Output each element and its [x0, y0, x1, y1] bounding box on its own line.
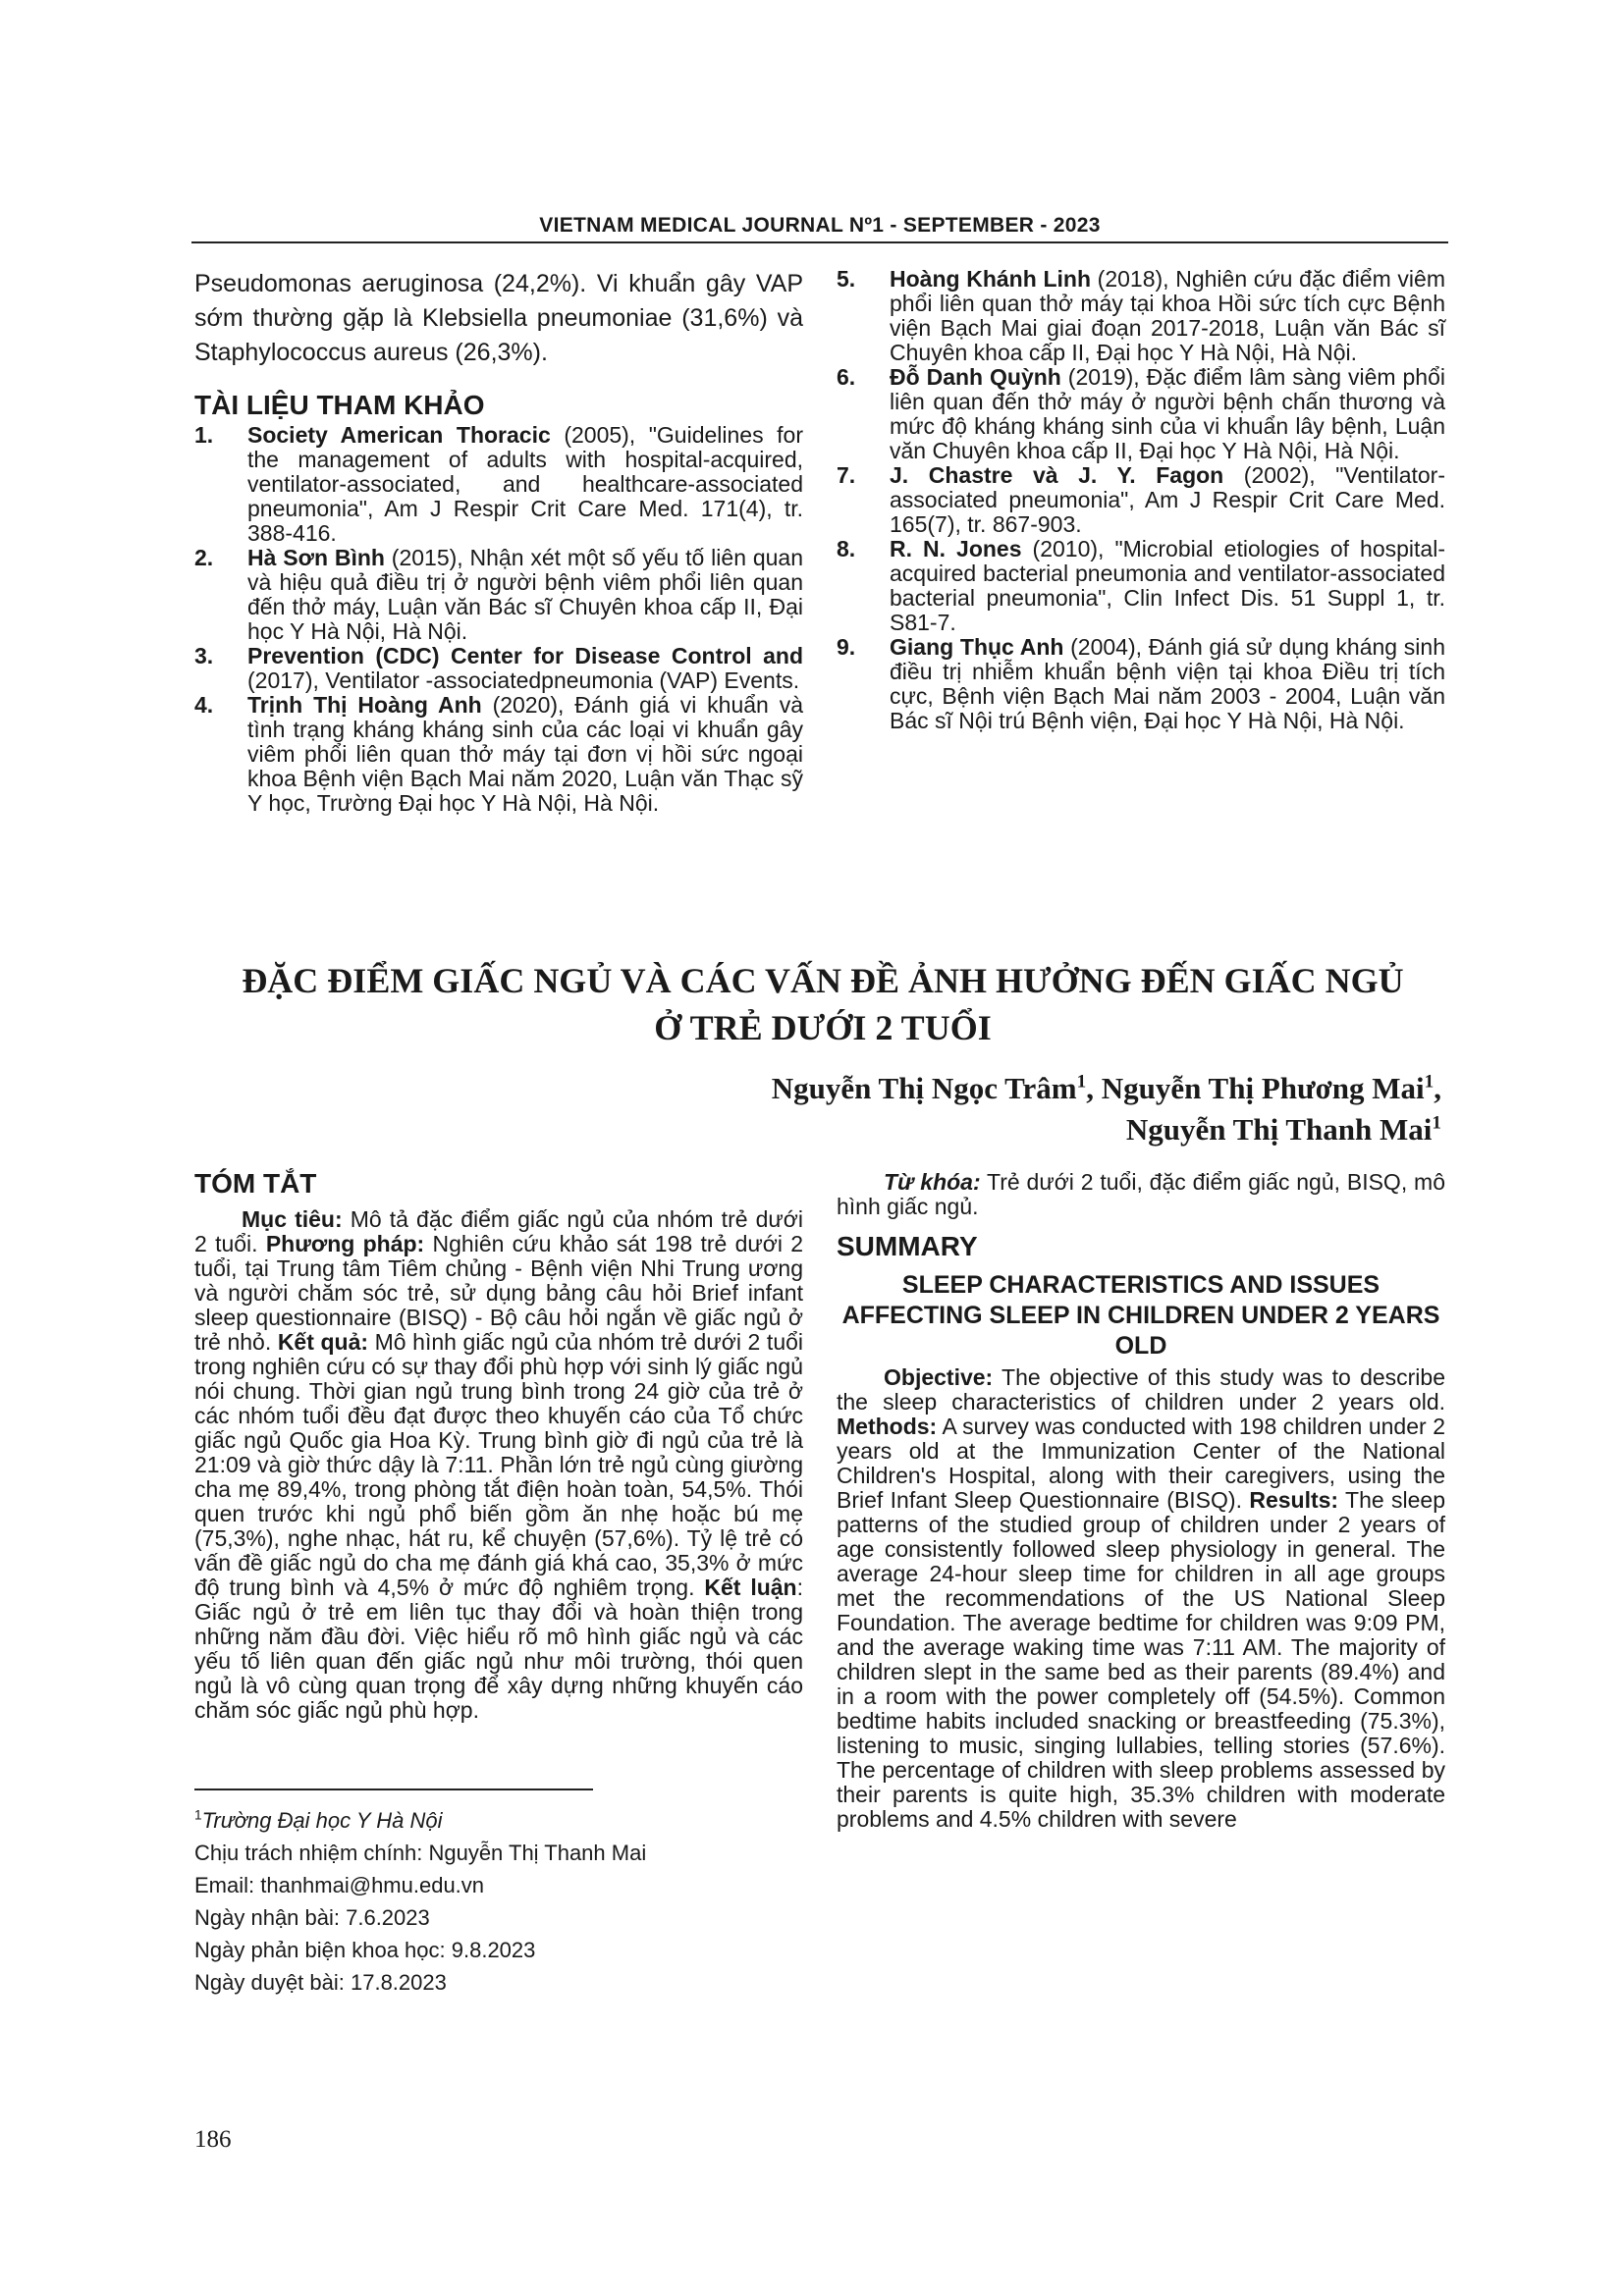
reference-author: J. Chastre và J. Y. Fagon — [890, 462, 1224, 488]
reference-number: 2. — [194, 545, 214, 570]
author-list: Nguyễn Thị Ngọc Trâm$^1$, Nguyễn Thị Phương Mai$^1$, Nguyễn Thị Thanh Mai$^1$ — [771, 1071, 1441, 1147]
article-title-line: ĐẶC ĐIỂM GIẤC NGỦ VÀ CÁC VẤN ĐỀ ẢNH HƯỞNG ĐẾN GIẤC NGỦ — [242, 961, 1404, 1000]
affiliation-mark: 1 — [194, 1807, 202, 1823]
objective-label: Mục tiêu: — [242, 1206, 343, 1232]
reference-number: 6. — [837, 364, 856, 390]
affiliation-footnote: $^1$Trường Đại học Y Hà Nội — [194, 1807, 443, 1833]
reference-author: Hà Sơn Bình — [247, 545, 385, 570]
reference-item — [837, 635, 1445, 733]
summary-heading: SUMMARY — [837, 1231, 978, 1261]
reference-number: 3. — [194, 643, 214, 668]
reference-item — [194, 546, 803, 644]
summary-column — [837, 1170, 1445, 1832]
reference-item — [194, 423, 803, 546]
reference-number: 7. — [837, 462, 856, 488]
reference-author: Hoàng Khánh Linh — [890, 266, 1091, 292]
reference-number: 5. — [837, 266, 856, 292]
page-number: 186 — [194, 2126, 232, 2153]
received-date: Ngày nhận bài: 7.6.2023 — [194, 1905, 430, 1930]
journal-header: VIETNAM MEDICAL JOURNAL Nº1 - SEPTEMBER - 2023 — [191, 214, 1448, 243]
reference-author: Prevention (CDC) Center for Disease Control and — [247, 643, 803, 668]
reference-number: 8. — [837, 536, 856, 561]
results-label: Kết quả: — [277, 1329, 369, 1355]
conclusion-label: Kết luận — [704, 1575, 797, 1600]
article-title — [194, 957, 1451, 1051]
abstract-heading: TÓM TẮT — [194, 1168, 317, 1199]
methods-label: Phương pháp: — [265, 1231, 425, 1256]
footnote-divider — [194, 1789, 593, 1790]
reference-item — [837, 365, 1445, 463]
contact-email: Email: thanhmai@hmu.edu.vn — [194, 1873, 485, 1897]
reference-text: (2019), Đặc điểm lâm sàng viêm phổi liên quan đến thở máy ở người bệnh chấn thương và mức độ kháng kháng sinh của vi khuẩn lây bệnh, Luận văn Chuyên khoa cấp II, Đại học Y Hà Nội, Hà Nội. — [890, 364, 1445, 463]
summary-title: SLEEP CHARACTERISTICS AND ISSUES AFFECTING SLEEP IN CHILDREN UNDER 2 YEARS OLD — [841, 1271, 1440, 1360]
reference-number: 4. — [194, 692, 214, 718]
affiliation-mark: 1 — [1076, 1071, 1087, 1093]
references-heading: TÀI LIỆU THAM KHẢO — [194, 390, 485, 420]
responsible-author: Chịu trách nhiệm chính: Nguyễn Thị Thanh Mai — [194, 1841, 647, 1865]
reference-author: Society American Thoracic — [247, 422, 551, 448]
prev-article-left-column — [194, 267, 803, 816]
article-title-line: Ở TRẺ DƯỚI 2 TUỔI — [654, 1008, 992, 1047]
author-name: Nguyễn Thị Thanh Mai — [1125, 1112, 1433, 1147]
reference-author: Trịnh Thị Hoàng Anh — [247, 692, 482, 718]
reference-author: Đỗ Danh Quỳnh — [890, 364, 1061, 390]
reference-text: (2015), Nhận xét một số yếu tố liên quan và hiệu quả điều trị ở người bệnh viêm phổi liên quan đến thở máy, Luận văn Bác sĩ Chuyên khoa cấp II, Đại học Y Hà Nội, Hà Nội. — [247, 545, 803, 644]
reference-author: Giang Thục Anh — [890, 634, 1064, 660]
prev-article-tail: Pseudomonas aeruginosa (24,2%). Vi khuẩn gây VAP sớm thường gặp là Klebsiella pneumoniae (31,6%) và Staphylococcus aureus (26,3%). — [194, 270, 803, 366]
objective-label: Objective: — [884, 1364, 994, 1390]
abstract-column — [194, 1168, 803, 1723]
reference-text: (2005), "Guidelines for the management of adults with hospital-acquired, ventilator-associated, and healthcare-associated pneumonia", Am J Respir Crit Care Med. 171(4), tr. 388-416. — [247, 422, 803, 546]
reference-item — [837, 267, 1445, 365]
reference-text: (2020), Đánh giá vi khuẩn và tình trạng kháng kháng sinh của các loại vi khuẩn gây viêm phổi liên quan thở máy tại đơn vị hồi sức ngoại khoa Bệnh viện Bạch Mai năm 2020, Luận văn Thạc sỹ Y học, Trường Đại học Y Hà Nội, Hà Nội. — [247, 692, 803, 816]
keywords: Từ khóa: Trẻ dưới 2 tuổi, đặc điểm giấc ngủ, BISQ, mô hình giấc ngủ. — [837, 1169, 1445, 1219]
reference-text: (2004), Đánh giá sử dụng kháng sinh điều trị nhiễm khuẩn bệnh viện tại khoa Điều trị tích cực, Bệnh viện Bạch Mai năm 2003 - 2004, Luận văn Bác sĩ Nội trú Bệnh viện, Đại học Y Hà Nội, Hà Nội. — [890, 634, 1445, 733]
reference-item — [837, 463, 1445, 537]
reference-text: (2002), "Ventilator-associated pneumonia", Am J Respir Crit Care Med. 165(7), tr. 867-903. — [890, 462, 1445, 537]
prev-article-right-column — [837, 267, 1445, 733]
author-name: Nguyễn Thị Phương Mai — [1101, 1071, 1425, 1105]
reference-number: 9. — [837, 634, 856, 660]
methods-label: Methods: — [837, 1414, 938, 1439]
reference-text: (2010), "Microbial etiologies of hospital-acquired bacterial pneumonia and ventilator-associated bacterial pneumonia", Clin Infect Dis. 51 Suppl 1, tr. S81-7. — [890, 536, 1445, 635]
keywords-label: Từ khóa: — [884, 1169, 981, 1195]
summary-body: Objective: The objective of this study was to describe the sleep characteristics of children under 2 years old. Methods: A survey was conducted with 198 children under 2 years old at the Immunization Center of the National Children's Hospital, along with their caregivers, using the Brief Infant Sleep Questionnaire (BISQ). Results: The sleep patterns of the studied group of children under 2 years of age consistently followed sleep physiology in general. The average 24-hour sleep time for children in all age groups met the recommendations of the US National Sleep Foundation. The average bedtime for children was 9:09 PM, and the average waking time was 7:11 AM. The majority of children slept in the same bed as their parents (89.4%) and in a room with the power completely off (54.5%). Common bedtime habits included snacking or breastfeeding (75.3%), listening to music, singing lullabies, telling stories (57.6%). The percentage of children with sleep problems assessed by their parents is quite high, 35.3% children with moderate problems and 4.5% children with severe — [837, 1364, 1445, 1832]
reference-number: 1. — [194, 422, 214, 448]
affiliation-mark: 1 — [1424, 1071, 1435, 1093]
reference-item — [194, 693, 803, 816]
review-date: Ngày phản biện khoa học: 9.8.2023 — [194, 1938, 536, 1962]
author-name: Nguyễn Thị Ngọc Trâm — [771, 1071, 1077, 1105]
reference-text: (2018), Nghiên cứu đặc điểm viêm phổi liên quan thở máy tại khoa Hồi sức tích cực Bệnh viện Bạch Mai giai đoạn 2017-2018, Luận văn Bác sĩ Chuyên khoa cấp II, Đại học Y Hà Nội, Hà Nội. — [890, 266, 1445, 365]
accepted-date: Ngày duyệt bài: 17.8.2023 — [194, 1970, 447, 1995]
abstract-body: Mục tiêu: Mô tả đặc điểm giấc ngủ của nhóm trẻ dưới 2 tuổi. Phương pháp: Nghiên cứu khảo sát 198 trẻ dưới 2 tuổi, tại Trung tâm Tiêm chủng - Bệnh viện Nhi Trung ương và người chăm sóc trẻ, sử dụng bảng câu hỏi Brief infant sleep questionnaire (BISQ) - Bộ câu hỏi ngắn về giấc ngủ ở trẻ nhỏ. Kết quả: Mô hình giấc ngủ của nhóm trẻ dưới 2 tuổi trong nghiên cứu có sự thay đổi phù hợp với sinh lý giấc ngủ nói chung. Thời gian ngủ trung bình trong 24 giờ của trẻ ở các nhóm tuổi đều đạt được theo khuyến cáo của Tổ chức giấc ngủ Quốc gia Hoa Kỳ. Trung bình giờ đi ngủ của trẻ là 21:09 và giờ thức dậy là 7:11. Phần lớn trẻ ngủ cùng giường cha mẹ 89,4%, trong phòng tắt điện hoàn toàn, 54,5%. Thói quen trước khi ngủ phổ biến gồm ăn nhẹ hoặc bú mẹ (75,3%), nghe nhạc, hát ru, kể chuyện (57,6%). Tỷ lệ trẻ có vấn đề giấc ngủ do cha mẹ đánh giá khá cao, 35,3% ở mức độ trung bình và 4,5% ở mức độ nghiêm trọng. Kết luận: Giấc ngủ ở trẻ em liên tục thay đổi và hoàn thiện trong những năm đầu đời. Việc hiểu rõ mô hình giấc ngủ và các yếu tố liên quan đến giấc ngủ như môi trường, thói quen ngủ là vô cùng quan trọng để xây dựng những khuyến cáo chăm sóc giấc ngủ phù hợp. — [194, 1206, 804, 1723]
footnotes — [194, 1804, 803, 1999]
reference-author: R. N. Jones — [890, 536, 1022, 561]
reference-item — [194, 644, 803, 693]
affiliation-mark: 1 — [1432, 1112, 1441, 1134]
results-label: Results: — [1249, 1487, 1339, 1513]
reference-text: (2017), Ventilator -associatedpneumonia (VAP) Events. — [247, 667, 800, 693]
reference-item — [837, 537, 1445, 635]
